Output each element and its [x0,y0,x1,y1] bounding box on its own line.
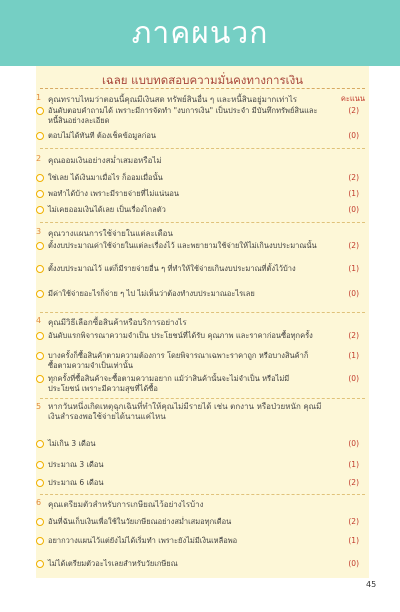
question-text: หากวันหนึ่งเกิดเหตุฉุกเฉินที่ทำให้คุณไม่มีรายได้ เช่น ตกงาน หรือป่วยหนัก คุณมีเงินสำรองพอใช้จ่ายได้นานแค่ไหน [48,402,322,421]
heading-rule [40,88,365,89]
option-score: (0) [348,289,359,298]
option-text: ประมาณ 6 เดือน [48,478,104,487]
option-score: (2) [348,106,359,115]
option-score: (0) [348,205,359,214]
option-text: บางครั้งก็ซื้อสินค้าตามความต้องการ โดยพิจารณาเฉพาะราคาถูก หรือบางสินค้าก็ซื้อตามความจำเป็นเท่านั้น [48,351,309,370]
question-number: 3 [36,227,42,236]
question-text: คุณวางแผนการใช้จ่ายในแต่ละเดือน [48,229,173,238]
page-number: 45 [366,580,377,589]
radio-button[interactable] [36,537,44,545]
option-score: (2) [348,478,359,487]
radio-button[interactable] [36,375,44,383]
option-text: อันดับแรกพิจารณาความจำเป็น ประโยชน์ที่ได้รับ คุณภาพ และราคาก่อนซื้อทุกครั้ง [48,331,313,340]
radio-button[interactable] [36,560,44,568]
question-number: 1 [36,93,42,102]
question-text: คุณทราบไหมว่าตอนนี้คุณมีเงินสด ทรัพย์สินอื่น ๆ และหนี้สินอยู่มากเท่าไร [48,95,298,104]
option-score: (2) [348,241,359,250]
option-text: ตอบไม่ได้ทันที ต้องเช็คข้อมูลก่อน [48,131,156,140]
option-text: ตั้งงบประมาณค่าใช้จ่ายในแต่ละเรื่องไว้ และพยายามใช้จ่ายให้ไม่เกินงบประมาณนั้น [48,241,317,250]
option-score: (1) [348,351,359,360]
question-text: คุณเตรียมตัวสำหรับการเกษียณไว้อย่างไรบ้าง [48,500,204,509]
option-text: ไม่เคยออมเงินได้เลย เป็นเรื่องไกลตัว [48,205,166,214]
option-text: ตั้งงบประมาณไว้ แต่ก็มีรายจ่ายอื่น ๆ ที่ทำให้ใช้จ่ายเกินงบประมาณที่ตั้งไว้บ้าง [48,264,296,273]
page-title: ภาคผนวก [131,15,269,51]
question-number: 4 [36,316,42,325]
section-divider [40,494,365,495]
radio-button[interactable] [36,440,44,448]
question-number: 2 [36,154,42,163]
question-text: คุณออมเงินอย่างสม่ำเสมอหรือไม่ [48,156,162,165]
option-score: (1) [348,460,359,469]
option-score: (0) [348,439,359,448]
card-heading: เฉลย แบบทดสอบความมั่นคงทางการเงิน [101,73,304,87]
option-score: (1) [348,264,359,273]
question-number: 5 [36,402,42,411]
option-text: ประมาณ 3 เดือน [48,460,104,469]
option-text: มีค่าใช้จ่ายอะไรก็จ่าย ๆ ไป ไม่เห็นว่าต้องทำงบประมาณอะไรเลย [48,289,255,298]
option-text: พอทำได้บ้าง เพราะมีรายจ่ายที่ไม่แน่นอน [48,189,179,198]
option-text: อันที่ฉันเก็บเงินเพื่อใช้ในวัยเกษียณอย่างสม่ำเสมอทุกเดือน [48,517,232,526]
section-divider [40,398,365,399]
radio-button[interactable] [36,132,44,140]
option-score: (0) [348,559,359,568]
option-score: (0) [348,374,359,383]
radio-button[interactable] [36,242,44,250]
option-score: (2) [348,517,359,526]
option-text: ใช่เลย ได้เงินมาเมื่อไร ก็ออมเมื่อนั้น [48,173,163,182]
radio-button[interactable] [36,518,44,526]
option-text: อันดับตอบคำถามได้ เพราะมีการจัดทำ "งบการเงิน" เป็นประจำ มีบันทึกทรัพย์สินและหนี้สินอย่างละเอียด [48,106,318,125]
question-number: 6 [36,498,42,507]
option-score: (2) [348,173,359,182]
option-score: (1) [348,189,359,198]
radio-button[interactable] [36,174,44,182]
option-score: (0) [348,131,359,140]
question-text: คุณมีวิธีเลือกซื้อสินค้าหรือบริการอย่างไร [48,318,187,327]
score-column-header: คะแนน [340,94,365,103]
section-divider [40,222,365,223]
option-text: ทุกครั้งที่ซื้อสินค้าจะซื้อตามความอยาก แม้ว่าสินค้านั้นจะไม่จำเป็น หรือไม่มีประโยชน์ เพราะมีความสุขที่ได้ซื้อ [48,374,290,393]
option-score: (1) [348,536,359,545]
radio-button[interactable] [36,332,44,340]
option-text: ไม่ได้เตรียมตัวอะไรเลยสำหรับวัยเกษียณ [48,559,178,568]
section-divider [40,312,365,313]
radio-button[interactable] [36,290,44,298]
answer-key-card [36,66,369,578]
radio-button[interactable] [36,206,44,214]
radio-button[interactable] [36,265,44,273]
radio-button[interactable] [36,461,44,469]
option-text: ไม่เกิน 3 เดือน [48,439,96,448]
option-text: อยากวางแผนไว้แต่ยังไม่ได้เริ่มทำ เพราะยังไม่มีเงินเหลือพอ [48,536,238,545]
option-score: (2) [348,331,359,340]
radio-button[interactable] [36,190,44,198]
header-banner [0,0,400,66]
radio-button[interactable] [36,352,44,360]
radio-button[interactable] [36,479,44,487]
radio-button[interactable] [36,107,44,115]
section-divider [40,148,365,149]
